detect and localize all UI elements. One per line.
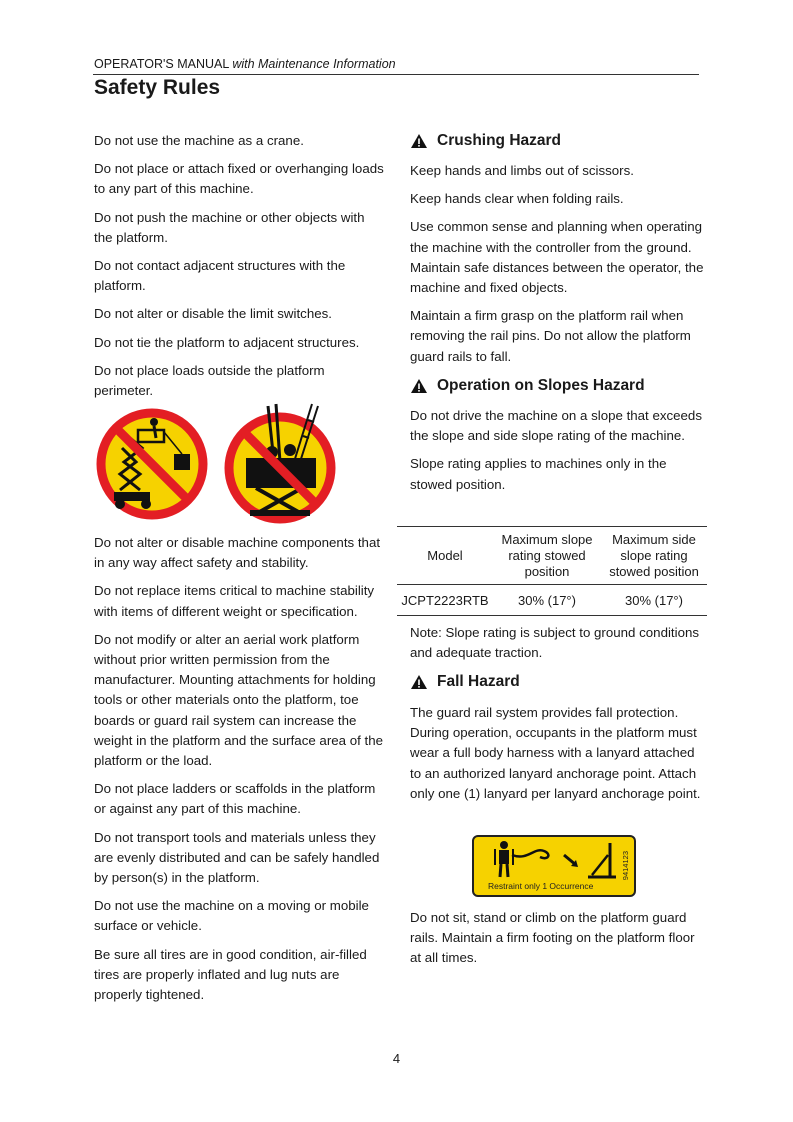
hazard-item: The guard rail system provides fall protection. During operation, occupants in the platform must wear a full body harness with a lanyard attached to an authorized lanyard anchorage point. Attach only one (1) lanyard per lanyard anchorage point. — [410, 705, 701, 801]
rules-list-bottom — [94, 533, 386, 1013]
rule-item: Do not transport tools and materials unless they are evenly distributed and can be safely handled by person(s) in the platform. — [94, 829, 380, 886]
note-text: Note: Slope rating is subject to ground conditions and adequate traction. — [410, 625, 700, 661]
crushing-hazard-heading — [410, 132, 561, 150]
slopes-heading-text: Operation on Slopes Hazard — [437, 377, 645, 394]
table-header: Model — [397, 527, 493, 585]
table-cell: 30% (17°) — [493, 585, 601, 616]
table-header: Maximum side slope rating stowed position — [601, 527, 707, 585]
restraint-decal — [472, 835, 636, 897]
fall-heading-text: Fall Hazard — [437, 673, 520, 690]
hazard-item: Keep hands clear when folding rails. — [410, 191, 624, 207]
rule-item: Be sure all tires are in good condition, air-filled tires are properly inflated and lug nuts are properly tightened. — [94, 946, 367, 1003]
rule-item: Do not place or attach fixed or overhanging loads to any part of this machine. — [94, 161, 384, 197]
slope-note — [410, 623, 708, 671]
page-number: 4 — [392, 1051, 401, 1066]
prohibited-ladder-icon — [229, 404, 331, 519]
table-row — [397, 585, 707, 616]
hazard-item: Do not sit, stand or climb on the platform guard rails. Maintain a firm footing on the platform floor at all times. — [410, 910, 695, 966]
hazard-item: Use common sense and planning when operating the machine with the controller from the ground. Maintain safe distances between the operator, the machine and fixed objects. — [410, 219, 704, 296]
warning-triangle-icon — [410, 674, 428, 690]
hazard-item: Slope rating applies to machines only in the stowed position. — [410, 456, 667, 492]
table-header-row — [397, 527, 707, 585]
restraint-lanyard-icon — [482, 839, 622, 883]
rule-item: Do not place loads outside the platform perimeter. — [94, 362, 325, 399]
warning-triangle-icon — [410, 378, 428, 394]
hazard-item: Keep hands and limbs out of scissors. — [410, 163, 634, 178]
fall-hazard-after — [410, 908, 708, 977]
rule-item: Do not alter or disable the limit switches. — [94, 306, 332, 322]
crushing-hazard-text — [410, 161, 708, 375]
rule-item: Do not modify or alter an aerial work platform without prior written permission from the manufacturer. Mounting attachments for holding tools or other materials onto the platform, toe boards or guard rail system can increase the weight in the platform and the surface area of the platform or the load. — [94, 631, 384, 769]
rule-item: Do not place ladders or scaffolds in the platform or against any part of this machine. — [94, 781, 376, 817]
rule-item: Do not alter or disable machine components that in any way affect safety and stability. — [94, 535, 381, 571]
crushing-heading-text: Crushing Hazard — [437, 132, 562, 149]
rule-item: Do not tie the platform to adjacent structures. — [94, 334, 360, 350]
fall-hazard-heading — [410, 673, 520, 691]
table-header: Maximum slope rating stowed position — [493, 527, 601, 585]
fall-hazard-text — [410, 703, 708, 812]
warning-triangle-icon — [410, 133, 428, 149]
hazard-item: Do not drive the machine on a slope that exceeds the slope and side slope rating of the machine. — [410, 408, 702, 444]
rule-item: Do not push the machine or other objects with the platform. — [94, 209, 365, 245]
slopes-hazard-heading — [410, 377, 645, 395]
slopes-hazard-text — [410, 406, 708, 503]
decal-code: 9414123 — [621, 851, 630, 881]
page-title: Safety Rules — [94, 76, 221, 99]
rules-list-top — [94, 131, 386, 409]
running-header — [94, 57, 698, 71]
header-manual: OPERATOR'S MANUAL — [94, 57, 229, 71]
header-subtitle: with Maintenance Information — [232, 57, 396, 71]
slope-rating-table — [397, 526, 707, 616]
prohibited-crane-icon — [101, 413, 203, 515]
rule-item: Do not use the machine as a crane. — [94, 133, 304, 148]
table-cell: 30% (17°) — [601, 585, 707, 616]
decal-caption: Restraint only 1 Occurrence — [488, 881, 594, 891]
table-cell: JCPT2223RTB — [397, 585, 493, 616]
rule-item: Do not contact adjacent structures with the platform. — [94, 258, 346, 294]
prohibition-symbols — [96, 402, 346, 528]
header-rule — [93, 74, 699, 75]
rule-item: Do not replace items critical to machine stability with items of different weight or specification. — [94, 583, 375, 619]
hazard-item: Maintain a firm grasp on the platform rail when removing the rail pins. Do not allow the platform guard rails to fall. — [410, 308, 691, 364]
rule-item: Do not use the machine on a moving or mobile surface or vehicle. — [94, 898, 369, 934]
